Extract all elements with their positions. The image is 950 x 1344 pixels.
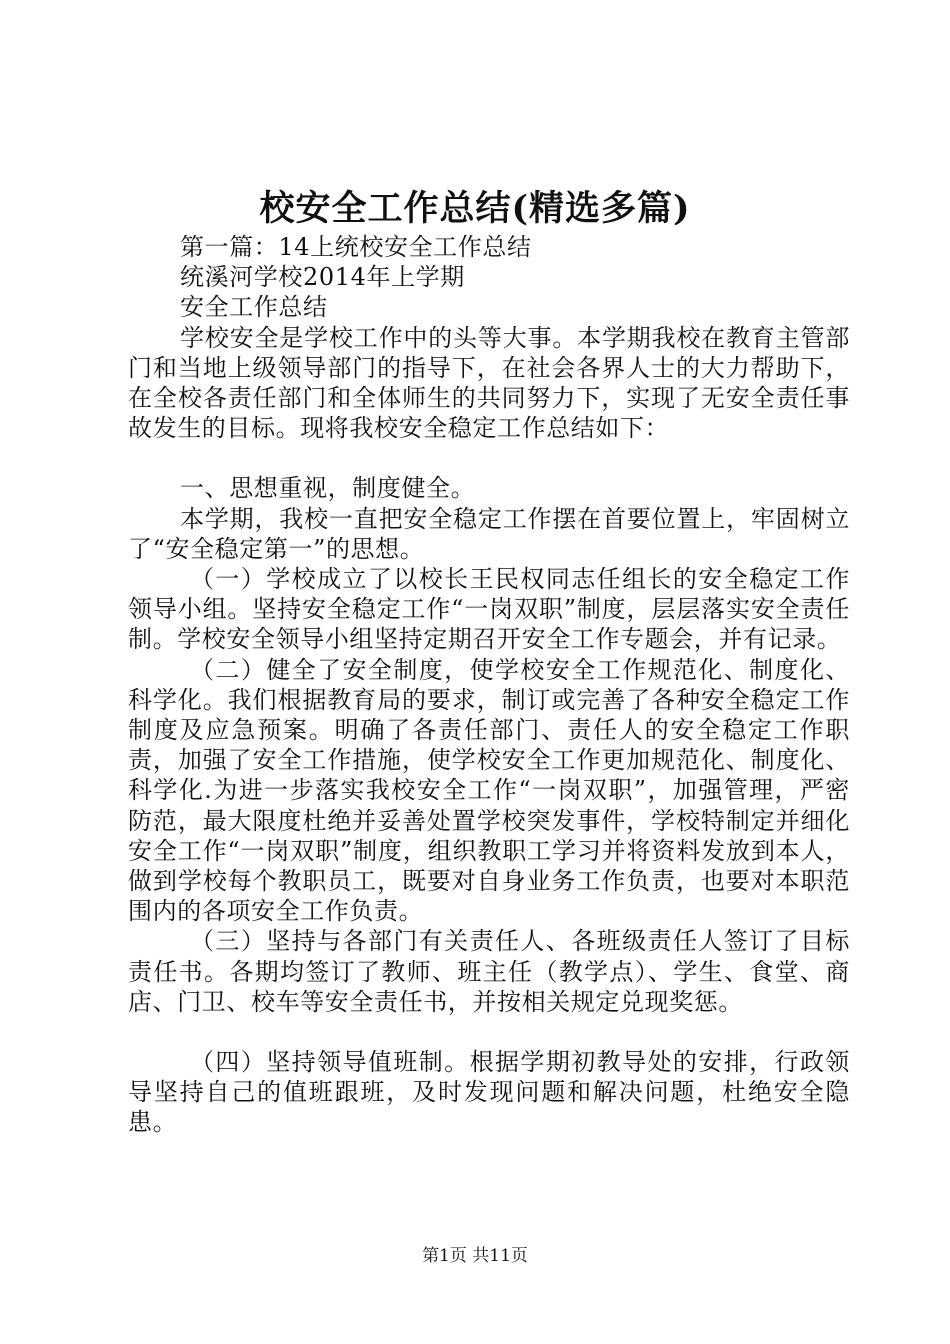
document-title: 校安全工作总结(精选多篇) <box>259 188 691 229</box>
item-two-paragraph: （二）健全了安全制度，使学校安全工作规范化、制度化、科学化。我们根据教育局的要求，制订或完善了各种安全稳定工作制度及应急预案。明确了各责任部门、责任人的安全稳定工作职责，加强了安全工作措施，使学校安全工作更加规范化、制度化、科学化.为进一步落实我校安全工作“一岗双职”，加强管理，严密防范，最大限度杜绝并妥善处置学校突发事件，学校特制定并细化安全工作“一岗双职”制度，组织教职工学习并将资料发放到本人，做到学校每个教职员工，既要对自身业务工作负责，也要对本职范围内的各项安全工作负责。 <box>128 655 850 926</box>
section-one-paragraph: 本学期，我校一直把安全稳定工作摆在首要位置上，牢固树立了“安全稳定第一”的思想。 <box>128 504 850 563</box>
document-body <box>128 232 850 1138</box>
item-four-paragraph: （四）坚持领导值班制。根据学期初教导处的安排，行政领导坚持自己的值班跟班，及时发现问题和解决问题，杜绝安全隐患。 <box>128 1048 850 1137</box>
paragraph-gap <box>128 443 850 473</box>
summary-heading-line: 安全工作总结 <box>180 293 328 322</box>
paragraph-gap <box>128 1017 850 1047</box>
item-one-paragraph: （一）学校成立了以校长王民权同志任组长的安全稳定工作领导小组。坚持安全稳定工作“一岗双职”制度，层层落实安全责任制。学校安全领导小组坚持定期召开安全工作专题会，并有记录。 <box>128 565 850 654</box>
school-term-line: 统溪河学校2014年上学期 <box>180 263 465 292</box>
page-footer: 第1页 共11页 <box>422 1246 528 1266</box>
section-one-heading: 一、思想重视，制度健全。 <box>180 474 476 503</box>
item-three-paragraph: （三）坚持与各部门有关责任人、各班级责任人签订了目标责任书。各期均签订了教师、班主任（教学点）、学生、食堂、商店、门卫、校车等安全责任书，并按相关规定兑现奖惩。 <box>128 927 850 1016</box>
intro-paragraph: 学校安全是学校工作中的头等大事。本学期我校在教育主管部门和当地上级领导部门的指导下，在社会各界人士的大力帮助下，在全校各责任部门和全体师生的共同努力下，实现了无安全责任事故发生的目标。现将我校安全稳定工作总结如下： <box>128 323 850 443</box>
section-heading-line: 第一篇：14上统校安全工作总结 <box>180 233 532 261</box>
